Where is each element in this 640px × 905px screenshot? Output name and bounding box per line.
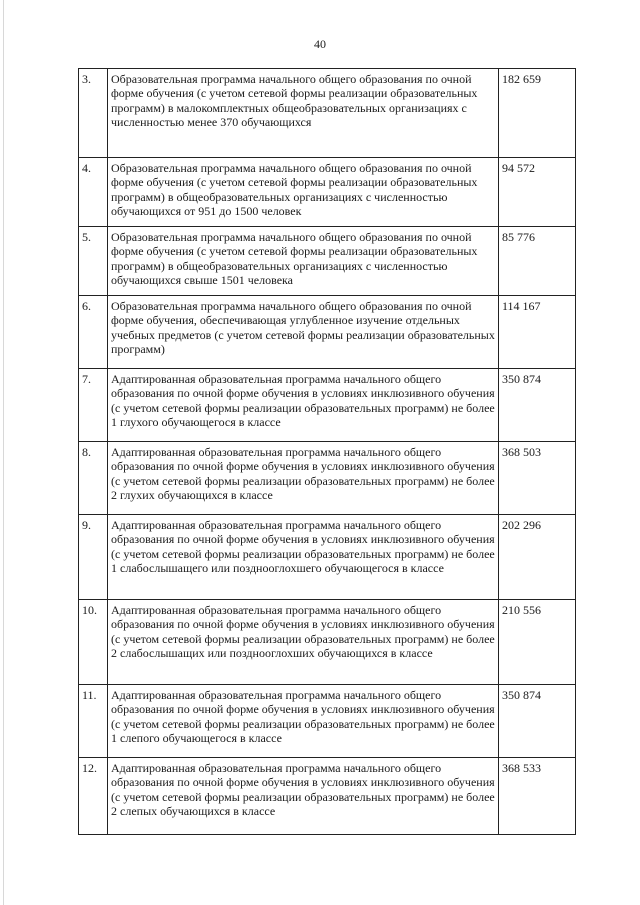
cost-value: 368 533 — [499, 758, 576, 835]
row-number: 4. — [79, 158, 108, 227]
cost-value: 368 503 — [499, 442, 576, 515]
table-row — [79, 442, 576, 515]
cost-value: 94 572 — [499, 158, 576, 227]
program-name: Образовательная программа начального общего образования по очной форме обучения, обеспечивающая углубленное изучение отдельных учебных предметов (с учетом сетевой формы реализации образовательных программ) — [108, 296, 499, 369]
row-number: 6. — [79, 296, 108, 369]
row-number: 9. — [79, 515, 108, 600]
program-name: Адаптированная образовательная программа начального общего образования по очной форме обучения в условиях инклюзивного обучения (с учетом сетевой формы реализации образовательных программ) не более 2 слепых обучающихся в классе — [108, 758, 499, 835]
cost-value: 85 776 — [499, 227, 576, 296]
table-row — [79, 600, 576, 685]
program-name: Адаптированная образовательная программа начального общего образования по очной форме обучения в условиях инклюзивного обучения (с учетом сетевой формы реализации образовательных программ) не более 2 глухих обучающихся в классе — [108, 442, 499, 515]
program-name: Образовательная программа начального общего образования по очной форме обучения (с учетом сетевой формы реализации образовательных программ) в общеобразовательных организациях с численностью обучающихся свыше 1501 человека — [108, 227, 499, 296]
program-name: Образовательная программа начального общего образования по очной форме обучения (с учетом сетевой формы реализации образовательных программ) в общеобразовательных организациях с численностью обучающихся от 951 до 1500 человек — [108, 158, 499, 227]
program-name: Адаптированная образовательная программа начального общего образования по очной форме обучения в условиях инклюзивного обучения (с учетом сетевой формы реализации образовательных программ) не более 1 слабослышащего или позднооглохшего обучающегося в классе — [108, 515, 499, 600]
cost-value: 350 874 — [499, 369, 576, 442]
cost-table — [78, 68, 576, 835]
row-number: 10. — [79, 600, 108, 685]
cost-value: 182 659 — [499, 69, 576, 158]
cost-value: 210 556 — [499, 600, 576, 685]
table-row — [79, 158, 576, 227]
table-row — [79, 227, 576, 296]
program-name: Адаптированная образовательная программа начального общего образования по очной форме обучения в условиях инклюзивного обучения (с учетом сетевой формы реализации образовательных программ) не более 1 глухого обучающегося в классе — [108, 369, 499, 442]
cost-value: 114 167 — [499, 296, 576, 369]
program-name: Адаптированная образовательная программа начального общего образования по очной форме обучения в условиях инклюзивного обучения (с учетом сетевой формы реализации образовательных программ) не более 1 слепого обучающегося в классе — [108, 685, 499, 758]
table-row — [79, 758, 576, 835]
page-number: 40 — [314, 37, 326, 51]
table-row — [79, 369, 576, 442]
row-number: 5. — [79, 227, 108, 296]
program-name: Образовательная программа начального общего образования по очной форме обучения (с учетом сетевой формы реализации образовательных программ) в малокомплектных общеобразовательных организациях с численностью менее 370 обучающихся — [108, 69, 499, 158]
cost-value: 350 874 — [499, 685, 576, 758]
program-name: Адаптированная образовательная программа начального общего образования по очной форме обучения в условиях инклюзивного обучения (с учетом сетевой формы реализации образовательных программ) не более 2 слабослышащих или позднооглохших обучающихся в классе — [108, 600, 499, 685]
cost-value: 202 296 — [499, 515, 576, 600]
row-number: 12. — [79, 758, 108, 835]
table-row — [79, 685, 576, 758]
row-number: 11. — [79, 685, 108, 758]
row-number: 7. — [79, 369, 108, 442]
row-number: 3. — [79, 69, 108, 158]
scan-edge — [3, 0, 4, 905]
table-row — [79, 515, 576, 600]
table-row — [79, 69, 576, 158]
row-number: 8. — [79, 442, 108, 515]
table-row — [79, 296, 576, 369]
